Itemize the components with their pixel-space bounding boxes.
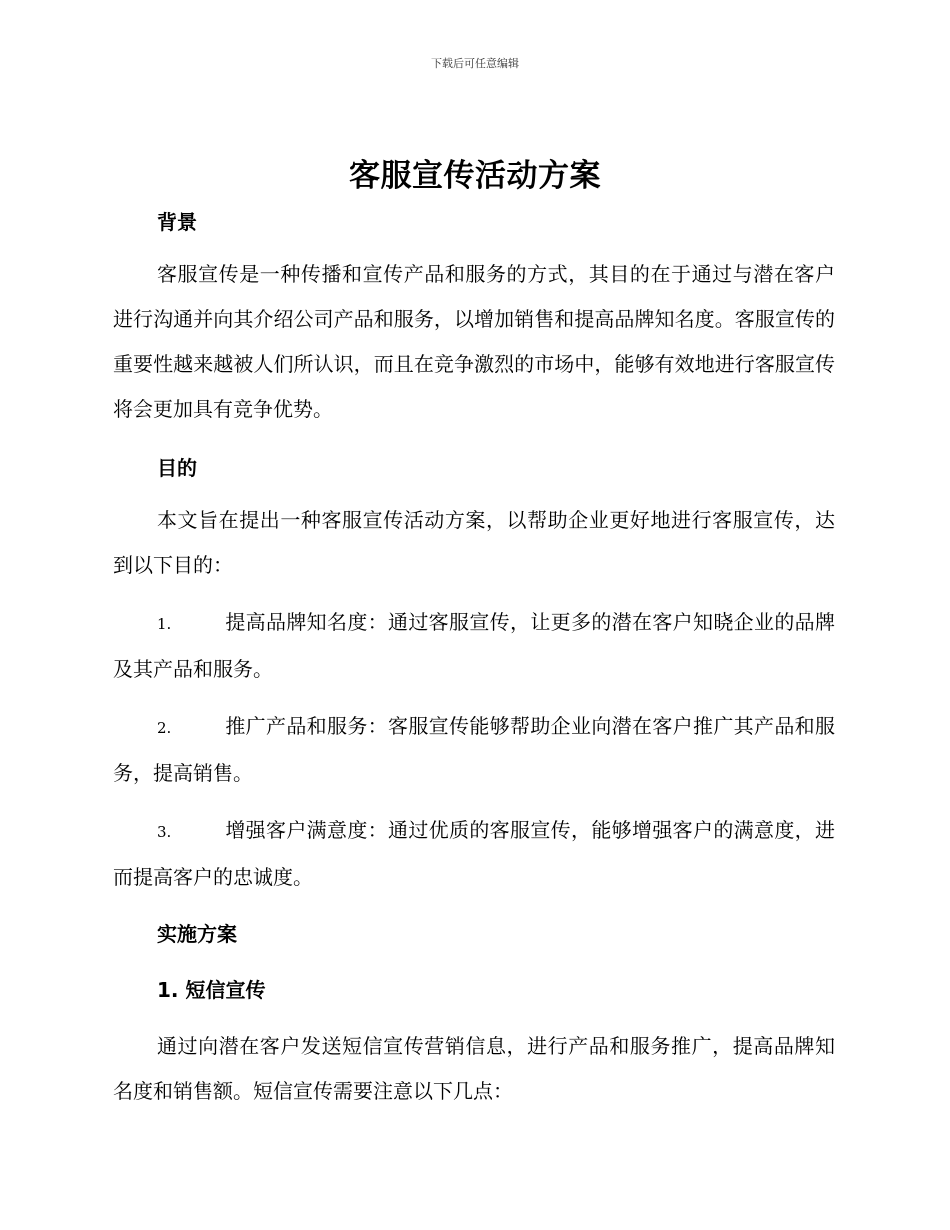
plan-subheading: 1. 短信宣传 <box>157 978 266 1002</box>
plan-paragraph: 通过向潜在客户发送短信宣传营销信息，进行产品和服务推广，提高品牌知名度和销售额。短信宣传需要注意以下几点： <box>113 1034 835 1103</box>
plan-heading: 实施方案 <box>157 922 237 946</box>
list-text: 增强客户满意度：通过优质的客服宣传，能够增强客户的满意度，进而提高客户的忠诚度。 <box>113 818 835 889</box>
purpose-heading: 目的 <box>157 456 197 480</box>
header-note: 下载后可任意编辑 <box>431 57 519 70</box>
document-title: 客服宣传活动方案 <box>349 158 601 194</box>
background-paragraph: 客服宣传是一种传播和宣传产品和服务的方式，其目的在于通过与潜在客户进行沟通并向其介绍公司产品和服务，以增加销售和提高品牌知名度。客服宣传的重要性越来越被人们所认识，而且在竞争激烈的市场中，能够有效地进行客服宣传将会更加具有竞争优势。 <box>113 262 835 421</box>
list-number: 2. <box>157 719 172 737</box>
list-text: 推广产品和服务：客服宣传能够帮助企业向潜在客户推广其产品和服务，提高销售。 <box>113 714 835 785</box>
list-text: 提高品牌知名度：通过客服宣传，让更多的潜在客户知晓企业的品牌及其产品和服务。 <box>113 610 835 681</box>
purpose-intro: 本文旨在提出一种客服宣传活动方案，以帮助企业更好地进行客服宣传，达到以下目的： <box>113 508 835 577</box>
purpose-item-2 <box>113 704 835 796</box>
purpose-item-3 <box>113 808 835 900</box>
list-number: 1. <box>157 615 172 633</box>
background-heading: 背景 <box>157 210 197 234</box>
document-body <box>113 200 835 1114</box>
list-number: 3. <box>157 823 172 841</box>
purpose-item-1 <box>113 600 835 692</box>
